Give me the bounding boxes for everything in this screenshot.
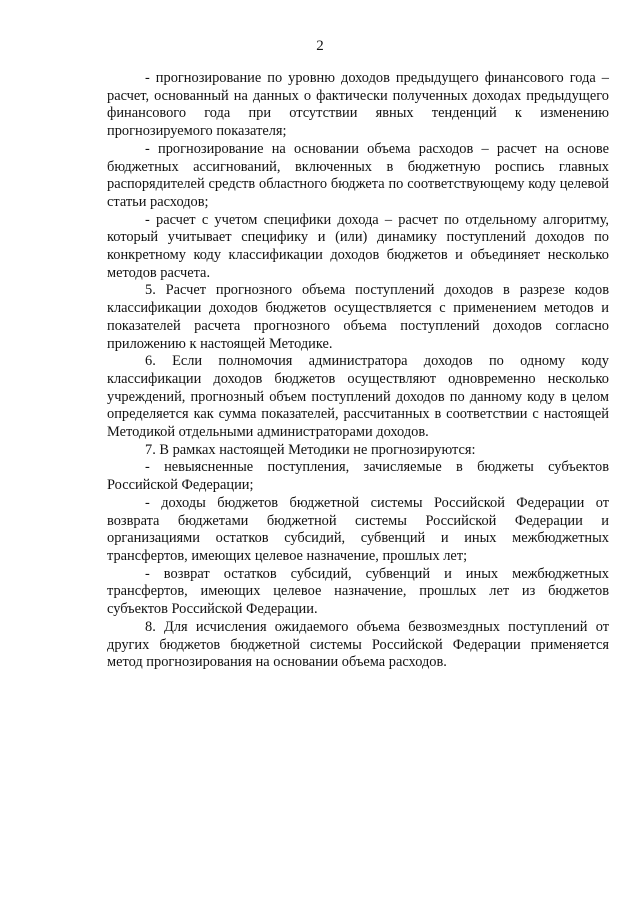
- paragraph-method-previous-year: - прогнозирование по уровню доходов предыдущего финансового года – расчет, основанный на данных о фактически полученных доходах предыдущего финансового года при отсутствии явных тенденций к изменению прогнозируемого показателя;: [107, 70, 609, 140]
- paragraph-item-7-income: - доходы бюджетов бюджетной системы Российской Федерации от возврата бюджетами бюджетной системы Российской Федерации и организациями остатков субсидий, субвенций и иных межбюджетных трансфертов, имеющих целевое назначение, прошлых лет;: [107, 494, 609, 564]
- paragraph-item-7: 7. В рамках настоящей Методики не прогнозируются:: [145, 441, 476, 458]
- paragraph-item-6: 6. Если полномочия администратора доходов по одному коду классификации доходов бюджетов осуществляют одновременно несколько учреждений, прогнозный объем поступлений доходов по данному коду в целом определяется как сумма показателей, рассчитанных в соответствии с настоящей Методикой отдельными администраторами доходов.: [107, 353, 609, 441]
- paragraph-method-expenses: - прогнозирование на основании объема расходов – расчет на основе бюджетных ассигнований, включенных в бюджетную роспись главных распорядителей средств областного бюджета по соответствующему коду целевой статьи расходов;: [107, 140, 609, 210]
- page-number: 2: [316, 38, 324, 54]
- paragraph-method-specific: - расчет с учетом специфики дохода – расчет по отдельному алгоритму, который учитывает специфику и (или) динамику поступлений доходов по конкретному коду классификации доходов бюджетов и объединяет несколько методов расчета.: [107, 211, 609, 281]
- paragraph-item-7-return: - возврат остатков субсидий, субвенций и иных межбюджетных трансфертов, имеющих целевое назначение, прошлых лет из бюджетов субъектов Российской Федерации.: [107, 565, 609, 618]
- paragraph-item-7-unclear: - невыясненные поступления, зачисляемые в бюджеты субъектов Российской Федерации;: [107, 459, 609, 494]
- paragraph-item-5: 5. Расчет прогнозного объема поступлений доходов в разрезе кодов классификации доходов бюджетов осуществляется с применением методов и показателей расчета прогнозного объема поступлений доходов согласно приложению к настоящей Методике.: [107, 282, 609, 352]
- paragraph-item-8: 8. Для исчисления ожидаемого объема безвозмездных поступлений от других бюджетов бюджетной системы Российской Федерации применяется метод прогнозирования на основании объема расходов.: [107, 618, 609, 671]
- document-body: [107, 70, 609, 672]
